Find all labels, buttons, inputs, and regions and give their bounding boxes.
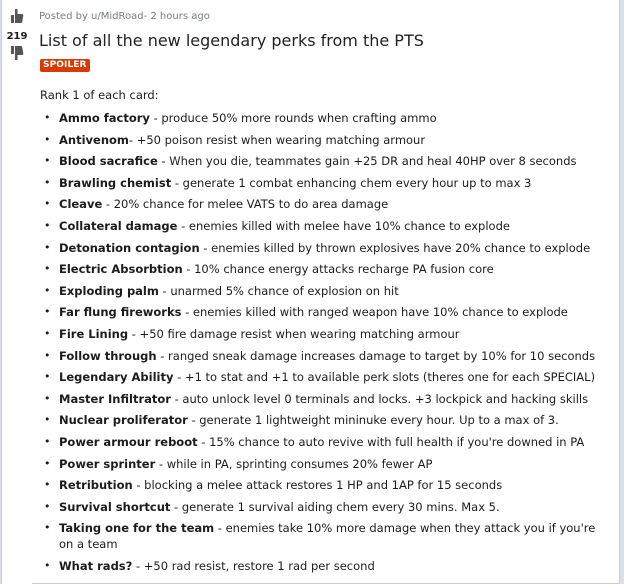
bullet: •	[44, 478, 51, 492]
bullet: •	[44, 305, 51, 319]
perk-description: - generate 1 combat enhancing chem every hour up to max 3	[171, 175, 532, 190]
list-item	[40, 434, 610, 450]
perk-description: - ranged sneak damage increases damage to target by 10% for 10 seconds	[156, 348, 596, 363]
bullet: •	[44, 262, 51, 276]
list-item	[40, 153, 610, 169]
perk-name: Exploding palm	[59, 283, 159, 298]
bullet: •	[44, 434, 51, 448]
list-item	[40, 477, 610, 493]
list-item	[40, 218, 610, 234]
bullet: •	[44, 283, 51, 297]
perk-description: - +50 rad resist, restore 1 rad per second	[132, 558, 375, 573]
perk-name: Blood sacrafice	[59, 154, 158, 169]
perk-name: Antivenom	[59, 132, 129, 147]
perk-description: - enemies take 10% more damage when they attack you if you're on a team	[59, 521, 596, 552]
post-card	[1, 0, 620, 584]
perk-name: Fire Lining	[59, 326, 129, 341]
list-item	[40, 499, 610, 515]
perk-name: Retribution	[59, 478, 133, 493]
perk-description: - 10% chance energy attacks recharge PA fusion core	[182, 262, 494, 277]
bullet: •	[44, 326, 51, 340]
spoiler-flair: SPOILER	[40, 59, 90, 72]
list-item	[40, 175, 610, 191]
list-item	[40, 196, 610, 212]
list-item	[40, 283, 610, 299]
perk-description: - while in PA, sprinting consumes 20% fewer AP	[155, 456, 433, 471]
bullet: •	[44, 197, 51, 211]
perk-name: Far flung fireworks	[59, 305, 182, 320]
list-item	[40, 240, 610, 256]
perk-description: - generate 1 survival aiding chem every 30 mins. Max 5.	[170, 499, 500, 514]
perk-name: Master Infiltrator	[59, 391, 171, 406]
perk-description: - enemies killed with ranged weapon have 10% chance to explode	[181, 305, 568, 320]
perk-name: Follow through	[59, 348, 157, 363]
perk-name: Cleave	[59, 197, 103, 212]
perk-name: Brawling chemist	[59, 175, 172, 190]
upvote-button[interactable]	[10, 8, 24, 24]
perk-description: - blocking a melee attack restores 1 HP and 1AP for 15 seconds	[132, 478, 503, 493]
bullet: •	[44, 240, 51, 254]
list-item	[40, 326, 610, 342]
list-item	[40, 412, 610, 428]
perk-name: Taking one for the team	[59, 521, 215, 536]
vote-column	[2, 0, 32, 584]
list-item	[40, 558, 610, 574]
perk-description: - 15% chance to auto revive with full health if you're downed in PA	[197, 434, 585, 449]
perk-name: Collateral damage	[59, 218, 178, 233]
list-item	[40, 456, 610, 472]
bullet: •	[44, 154, 51, 168]
perk-description: - +50 fire damage resist when wearing matching armour	[128, 326, 460, 341]
bullet: •	[44, 391, 51, 405]
vote-score: 219	[6, 31, 28, 42]
list-item	[40, 304, 610, 320]
bullet: •	[44, 218, 51, 232]
thumbs-down-icon	[11, 46, 23, 60]
bullet: •	[44, 456, 51, 470]
list-item	[40, 391, 610, 407]
perk-name: Power armour reboot	[59, 434, 198, 449]
bullet: •	[44, 558, 51, 572]
perk-description: - enemies killed with melee have 10% chance to explode	[177, 218, 510, 233]
bullet: •	[44, 132, 51, 146]
perk-name: Electric Absorbtion	[59, 262, 183, 277]
perk-description: - 20% chance for melee VATS to do area damage	[102, 197, 389, 212]
downvote-button[interactable]	[10, 45, 24, 61]
perk-description: - +50 poison resist when wearing matching armour	[128, 132, 426, 147]
perk-description: - When you die, teammates gain +25 DR and heal 40HP over 8 seconds	[157, 154, 577, 169]
post-meta: Posted by u/MidRoad- 2 hours ago	[39, 11, 210, 22]
list-item	[40, 369, 610, 385]
perk-name: Ammo factory	[59, 111, 150, 125]
list-item	[40, 261, 610, 277]
bullet: •	[44, 413, 51, 427]
post-title[interactable]: List of all the new legendary perks from the PTS	[39, 31, 424, 50]
perk-description: - generate 1 lightweight mininuke every hour. Up to a max of 3.	[187, 413, 559, 428]
perk-name: Power sprinter	[59, 456, 156, 471]
bullet: •	[44, 370, 51, 384]
bullet: •	[44, 175, 51, 189]
list-item	[40, 520, 610, 552]
perk-description: - unarmed 5% chance of explosion on hit	[158, 283, 399, 298]
perk-name: Nuclear proliferator	[59, 413, 188, 428]
list-item	[40, 132, 610, 148]
bullet: •	[44, 521, 51, 535]
list-item	[40, 348, 610, 364]
list-item	[40, 110, 610, 126]
bullet: •	[44, 499, 51, 513]
perk-description: - produce 50% more rounds when crafting ammo	[149, 111, 437, 125]
perk-name: Legendary Ability	[59, 370, 174, 385]
perk-name: Detonation contagion	[59, 240, 200, 255]
perk-description: - +1 to stat and +1 to available perk slots (theres one for each SPECIAL)	[173, 370, 596, 385]
perk-list	[40, 110, 610, 579]
perk-description: - auto unlock level 0 terminals and locks. +3 lockpick and hacking skills	[170, 391, 589, 406]
bullet: •	[44, 348, 51, 362]
perk-name: What rads?	[59, 558, 133, 573]
perk-description: - enemies killed by thrown explosives have 20% chance to explode	[199, 240, 591, 255]
thumbs-up-icon	[11, 9, 23, 23]
post-intro: Rank 1 of each card:	[40, 88, 159, 102]
bullet: •	[44, 111, 51, 124]
perk-name: Survival shortcut	[59, 499, 171, 514]
